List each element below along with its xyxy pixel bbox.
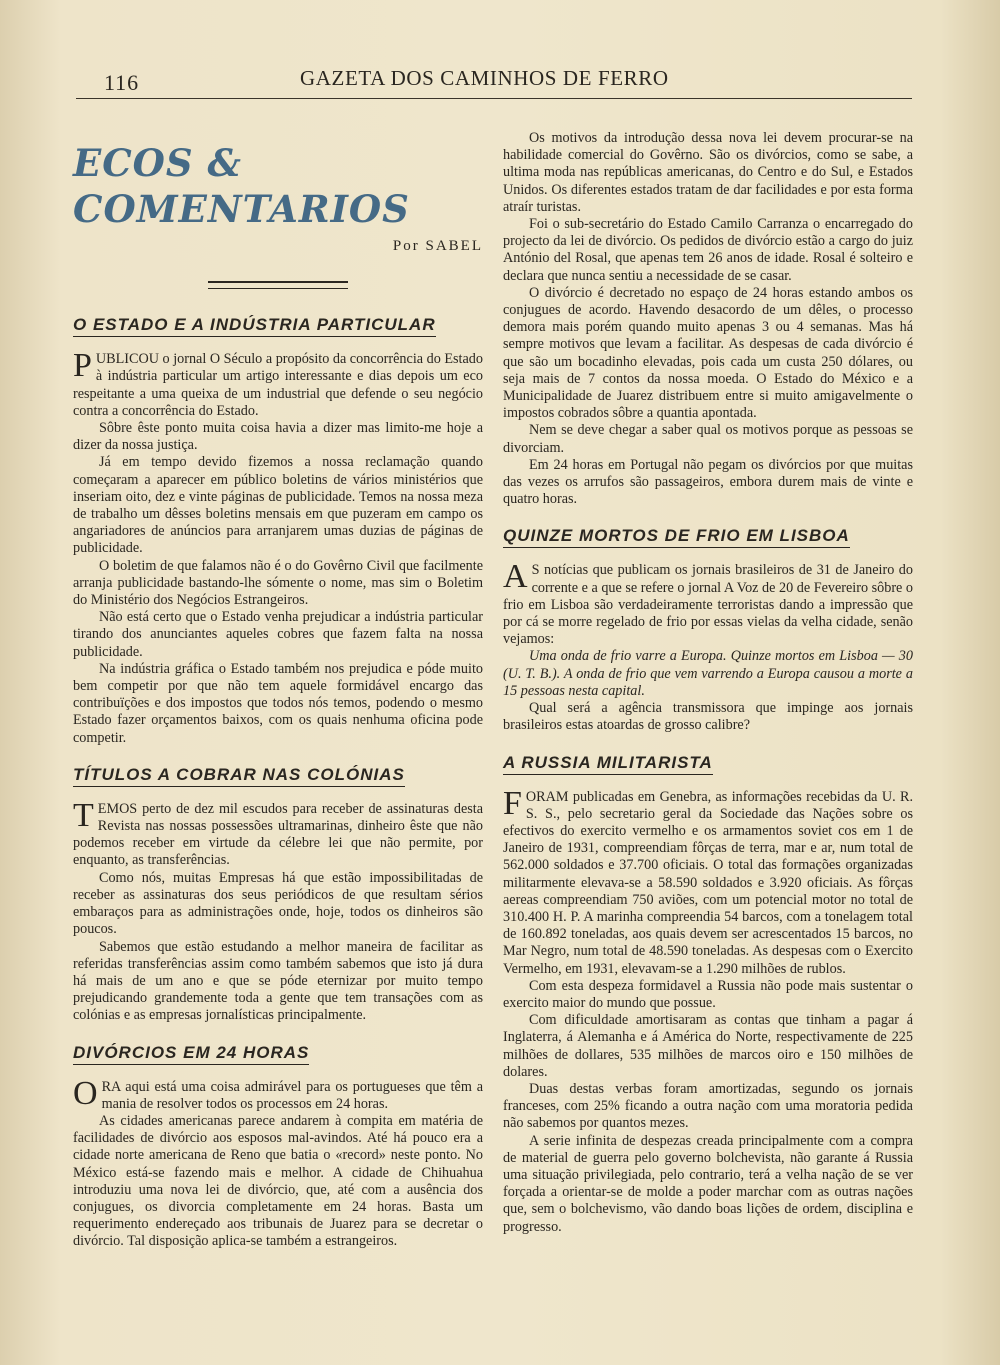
paragraph (73, 347, 483, 420)
paragraph: Na indústria gráfica o Estado também nos prejudica e póde muito bem competir por que não tem aquele formidável encargo das contribuïções e dos impostos que todos nós temos, podendo o mesmo Estado fazer orçamentos baixos, com os quais nenhuma oficina pode competir. (73, 660, 483, 746)
paragraph: Como nós, muitas Empresas há que estão impossibilitadas de receber as assinaturas dos seus periódicos de que resultam sérios embaraços para as administrações onde, hoje, todos os dinheiros são poucos. (73, 869, 483, 938)
section-title: TÍTULOS A COBRAR NAS COLÓNIAS (73, 765, 405, 787)
journal-title: GAZETA DOS CAMINHOS DE FERRO (300, 66, 669, 90)
drop-cap: P (73, 347, 92, 385)
paragraph: Com esta despeza formidavel a Russia não pode mais sustentar o exercito maior do mundo que possue. (503, 977, 913, 1011)
section-title: DIVÓRCIOS EM 24 HORAS (73, 1043, 309, 1065)
right-column (503, 130, 913, 1236)
paragraph: Os motivos da introdução dessa nova lei devem procurar-se na habilidade comercial do Govêrno. São os divórcios, como se sabe, a ultima moda nas repúblicas americanas, do Centro e do Sul, e Estados Unidos. Os diferentes estados tratam de dar facilidades e por esta forma atraír turistas. (503, 130, 913, 215)
paragraph: O divórcio é decretado no espaço de 24 horas estando ambos os conjugues de acordo. Havendo desacordo de um dêles, o processo demora mais porém quando muito apenas 3 ou 4 semanas. Mas há sempre motivos que levam a facilitar. As despesas de cada divórcio é que são um bocadinho elevadas, pois cada um custa 250 dólares, ou seja mais de 7 contos da nossa moeda. O Estado do México e a Municipalidade de Juarez distribuem entre si muito amigavelmente o impostos cobrados sôbre a quantia apontada. (503, 284, 913, 422)
section-title: A RUSSIA MILITARISTA (503, 753, 713, 775)
paragraph: As cidades americanas parece andarem à compita em matéria de facilidades de divórcio aos esposos mal-avindos. Até há pouco era a cidade norte americana de Reno que batia o «record» neste ponto. No México está-se fazendo mais e melhor. A cidade de Chihuahua introduziu uma nova lei de divórcio, que, até com a ausência dos conjugues, os divorcia completamente em 24 horas. Basta um requerimento endereçado aos tribunais de Juarez para se decretar o divórcio. Tal disposição aplica-se também a estrangeiros. (73, 1112, 483, 1250)
paragraph: Já em tempo devido fizemos a nossa reclamação quando começaram a aparecer em público boletins de vários ministérios que inseriam oito, dez e vinte páginas de publicidade. Temos na nossa meza de trabalho um dêsses boletins mensais em que puzeram em campo os angariadores de anúncios para arranjarem umas duzias de páginas de publicidade. (73, 454, 483, 557)
section-titulos (73, 765, 483, 787)
page-header (76, 62, 912, 99)
paragraph: Foi o sub-secretário do Estado Camilo Carranza o encarregado do projecto da lei de divórcio. Os pedidos de divórcio estão a cargo do juiz António del Rosal, que apenas tem 26 anos de idade. Rosal é solteiro e declara que nunca sentiu a necessidade de se casar. (503, 216, 913, 284)
paragraph (503, 784, 913, 978)
section-russia (503, 753, 913, 775)
article-title: ECOS & COMENTARIOS (73, 141, 410, 231)
section-title: O ESTADO E A INDÚSTRIA PARTICULAR (73, 315, 436, 337)
drop-cap: T (73, 796, 94, 834)
paragraph: Em 24 horas em Portugal não pegam os divórcios por que muitas das vezes os arrufos são passageiros, embora durem mais de vinte e quatro horas. (503, 456, 913, 508)
paragraph: Nem se deve chegar a saber qual os motivos porque as pessoas se divorciam. (503, 422, 913, 456)
paragraph-text: EMOS perto de dez mil escudos para receber de assinaturas desta Revista nas nossas possessões ultramarinas, dinheiro êste que não podemos receber em virtude da célebre lei que não permite, por enquanto, as transferências. (73, 800, 483, 869)
section-title: QUINZE MORTOS DE FRIO EM LISBOA (503, 526, 850, 548)
paragraph (73, 1074, 483, 1113)
drop-cap: O (73, 1074, 98, 1112)
paragraph: Não está certo que o Estado venha prejudicar a indústria particular tirando dos anunciantes aqueles cobres que fazem falta na nossa publicidade. (73, 609, 483, 660)
paragraph-text: S notícias que publicam os jornais brasileiros de 31 de Janeiro do corrente e a que se refere o jornal A Voz de 20 de Fevereiro sôbre o frio em Lisboa são verdadeiramente terroristas dando a impressão que por cá se morre regelado de frio por essas vielas da velha cidade, senão vejamos: (503, 562, 913, 648)
quote-paragraph: Uma onda de frio varre a Europa. Quinze mortos em Lisboa — 30 (U. T. B.). A onda de frio que vem varrendo a Europa causou a morte a 15 pessoas nesta capital. (503, 648, 913, 699)
paragraph: Sôbre êste ponto muita coisa havia a dizer mas limito-me hoje a dizer da nossa justiça. (73, 420, 483, 454)
paragraph: Qual será a agência transmissora que impinge aos jornais brasileiros estas atoardas de grosso calibre? (503, 700, 913, 734)
section-quinze-mortos (503, 526, 913, 548)
drop-cap: A (503, 558, 528, 596)
paragraph: Com dificuldade amortisaram as contas que tinham a pagar á Inglaterra, á Alemanha e á América do Norte, respectivamente de 225 milhões de dollares, 535 milhões de marcos oiro e 150 milhões de dolares. (503, 1012, 913, 1080)
paragraph-text: ORAM publicadas em Genebra, as informações recebidas da U. R. S. S., pelo secretario geral da Sociedade das Nações sobre os efectivos do exercito vermelho e os armamentos soviet cos em 1 de Janeiro de 1931, compreendiam fôrças de terra, mar e ar, num total de 562.000 soldados e 37.700 oficiais. O total das formações organizadas militarmente elevava-se a 58.590 soldados e 3.920 oficiais. As fôrças aereas compreendiam 750 aviões, com um potencial motor no total de 310.400 H. P. A marinha compreendia 54 barcos, com a tonelagem total de 160.892 toneladas, aos quais devem ser acrescentados 15 barcos, no Mar Negro, num total de 48.590 toneladas. As despesas com o Exercito Vermelho, em 1931, elevavam-se a 1.290 milhões de rublos. (503, 788, 913, 977)
paragraph: Duas destas verbas foram amortizadas, segundo os jornais franceses, com 25% ficando a outra nação com uma moratoria pedida não sabemos por quantos mezes. (503, 1080, 913, 1132)
paragraph-text: UBLICOU o jornal O Século a propósito da concorrência do Estado à indústria particular um artigo interessante e dias depois um eco respeitante a uma queixa de um industrial que defende o seu negócio contra a concorrência do Estado. (73, 351, 483, 419)
paragraph (503, 558, 913, 648)
paragraph: O boletim de que falamos não é o do Govêrno Civil que facilmente arranja publicidade bastando-lhe sómente o nome, mas sim o Boletim do Ministério dos Negócios Estrangeiros. (73, 557, 483, 609)
paragraph-text: RA aqui está uma coisa admirável para os portugueses que têm a mania de resolver todos os processos em 24 horas. (101, 1078, 483, 1112)
title-divider (208, 281, 348, 289)
paragraph: A serie infinita de despezas creada principalmente com a compra de material de guerra pelo governo bolchevista, não garante á Russia uma situação privilegiada, pelo contrario, terá a velha nação de se ver forçada a orientar-se de molde a poder marchar com as outras nações que, sem o bolchevismo, vão dando boas lições de ordem, disciplina e progresso. (503, 1132, 913, 1235)
drop-cap: F (503, 784, 522, 822)
section-estado (73, 315, 483, 337)
paragraph (73, 796, 483, 870)
paragraph: Sabemos que estão estudando a melhor maneira de facilitar as referidas transferências assim como também sabemos que isto já dura há mais de um ano e que se póde eternizar por muito tempo prejudicando grandemente toda a gente que tem transações com as colónias e as empresas jornalísticas principalmente. (73, 938, 483, 1024)
section-divorcios (73, 1043, 483, 1065)
left-column (73, 130, 483, 1251)
page-number: 116 (104, 70, 140, 95)
article-byline: Por SABEL (392, 238, 483, 254)
